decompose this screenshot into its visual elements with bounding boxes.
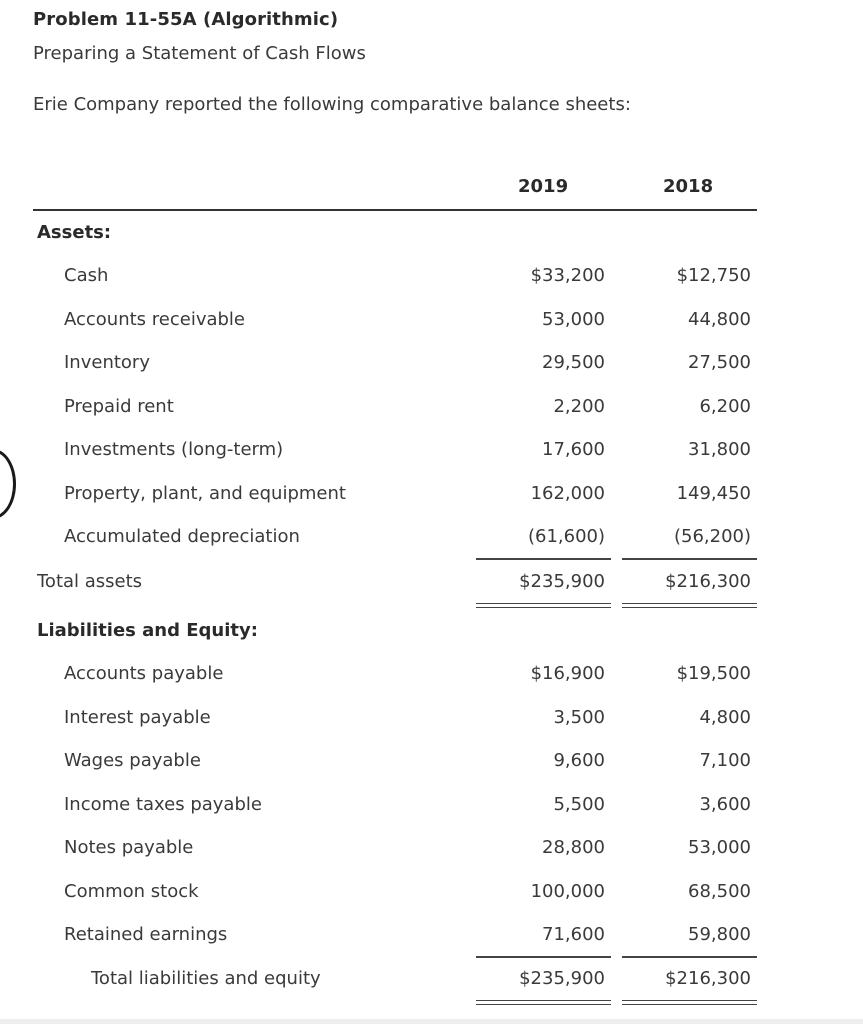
total-liabilities-2018: $216,300 [665,968,751,989]
table-row [0,707,863,737]
value-2018: $19,500 [676,663,751,684]
total-liabilities-double-rule-2019 [476,1000,611,1005]
value-2019: 17,600 [542,439,605,460]
value-2018: 44,800 [688,309,751,330]
table-row [0,309,863,339]
value-2018: 4,800 [699,707,751,728]
total-assets-row [0,571,863,601]
row-label: Prepaid rent [64,396,174,417]
row-label: Accumulated depreciation [64,526,300,547]
value-2019: 100,000 [530,881,605,902]
value-2018: 27,500 [688,352,751,373]
row-label: Cash [64,265,109,286]
problem-intro: Erie Company reported the following comparative balance sheets: [33,94,631,115]
column-header-2019: 2019 [518,176,569,197]
liabilities-heading: Liabilities and Equity: [37,620,258,641]
subtotal-rule-2019 [476,956,611,958]
row-label: Investments (long-term) [64,439,284,460]
header-rule [33,209,757,211]
row-label: Interest payable [64,707,211,728]
total-liabilities-label: Total liabilities and equity [91,968,321,989]
value-2019: 71,600 [542,924,605,945]
value-2019: 162,000 [530,483,605,504]
row-label: Income taxes payable [64,794,262,815]
table-row [0,750,863,780]
value-2019: 5,500 [553,794,605,815]
column-header-2018: 2018 [663,176,714,197]
subtotal-rule-2019 [476,558,611,560]
row-label: Property, plant, and equipment [64,483,346,504]
value-2019: 3,500 [553,707,605,728]
total-liabilities-double-rule-2018 [622,1000,757,1005]
value-2019: 2,200 [553,396,605,417]
value-2019: (61,600) [527,526,605,547]
assets-heading: Assets: [37,222,112,243]
value-2018: $12,750 [676,265,751,286]
row-label: Notes payable [64,837,194,858]
row-label: Wages payable [64,750,201,771]
table-row [0,663,863,693]
value-2018: 3,600 [699,794,751,815]
value-2019: 29,500 [542,352,605,373]
table-row [0,837,863,867]
value-2019: 9,600 [553,750,605,771]
table-row [0,526,863,556]
row-label: Accounts payable [64,663,224,684]
total-liabilities-row [0,968,863,998]
liabilities-heading-row [0,620,863,650]
table-row [0,483,863,513]
assets-heading-row [0,222,863,252]
value-2018: 68,500 [688,881,751,902]
value-2018: 59,800 [688,924,751,945]
subtotal-rule-2018 [622,558,757,560]
value-2019: 28,800 [542,837,605,858]
value-2018: (56,200) [673,526,751,547]
problem-subtitle: Preparing a Statement of Cash Flows [33,43,366,64]
table-row [0,794,863,824]
subtotal-rule-2018 [622,956,757,958]
total-assets-double-rule-2019 [476,603,611,608]
row-label: Retained earnings [64,924,228,945]
value-2019: $33,200 [530,265,605,286]
table-row [0,924,863,954]
value-2018: 6,200 [699,396,751,417]
bottom-divider [0,1019,863,1024]
value-2018: 149,450 [676,483,751,504]
problem-title: Problem 11-55A (Algorithmic) [33,9,339,30]
total-assets-double-rule-2018 [622,603,757,608]
value-2018: 53,000 [688,837,751,858]
value-2019: 53,000 [542,309,605,330]
value-2019: $16,900 [530,663,605,684]
total-assets-label: Total assets [37,571,143,592]
table-row [0,352,863,382]
total-liabilities-2019: $235,900 [519,968,605,989]
value-2018: 7,100 [699,750,751,771]
total-assets-2018: $216,300 [665,571,751,592]
value-2018: 31,800 [688,439,751,460]
table-row [0,439,863,469]
row-label: Common stock [64,881,199,902]
table-row [0,396,863,426]
table-row [0,881,863,911]
row-label: Inventory [64,352,150,373]
row-label: Accounts receivable [64,309,246,330]
table-row [0,265,863,295]
total-assets-2019: $235,900 [519,571,605,592]
